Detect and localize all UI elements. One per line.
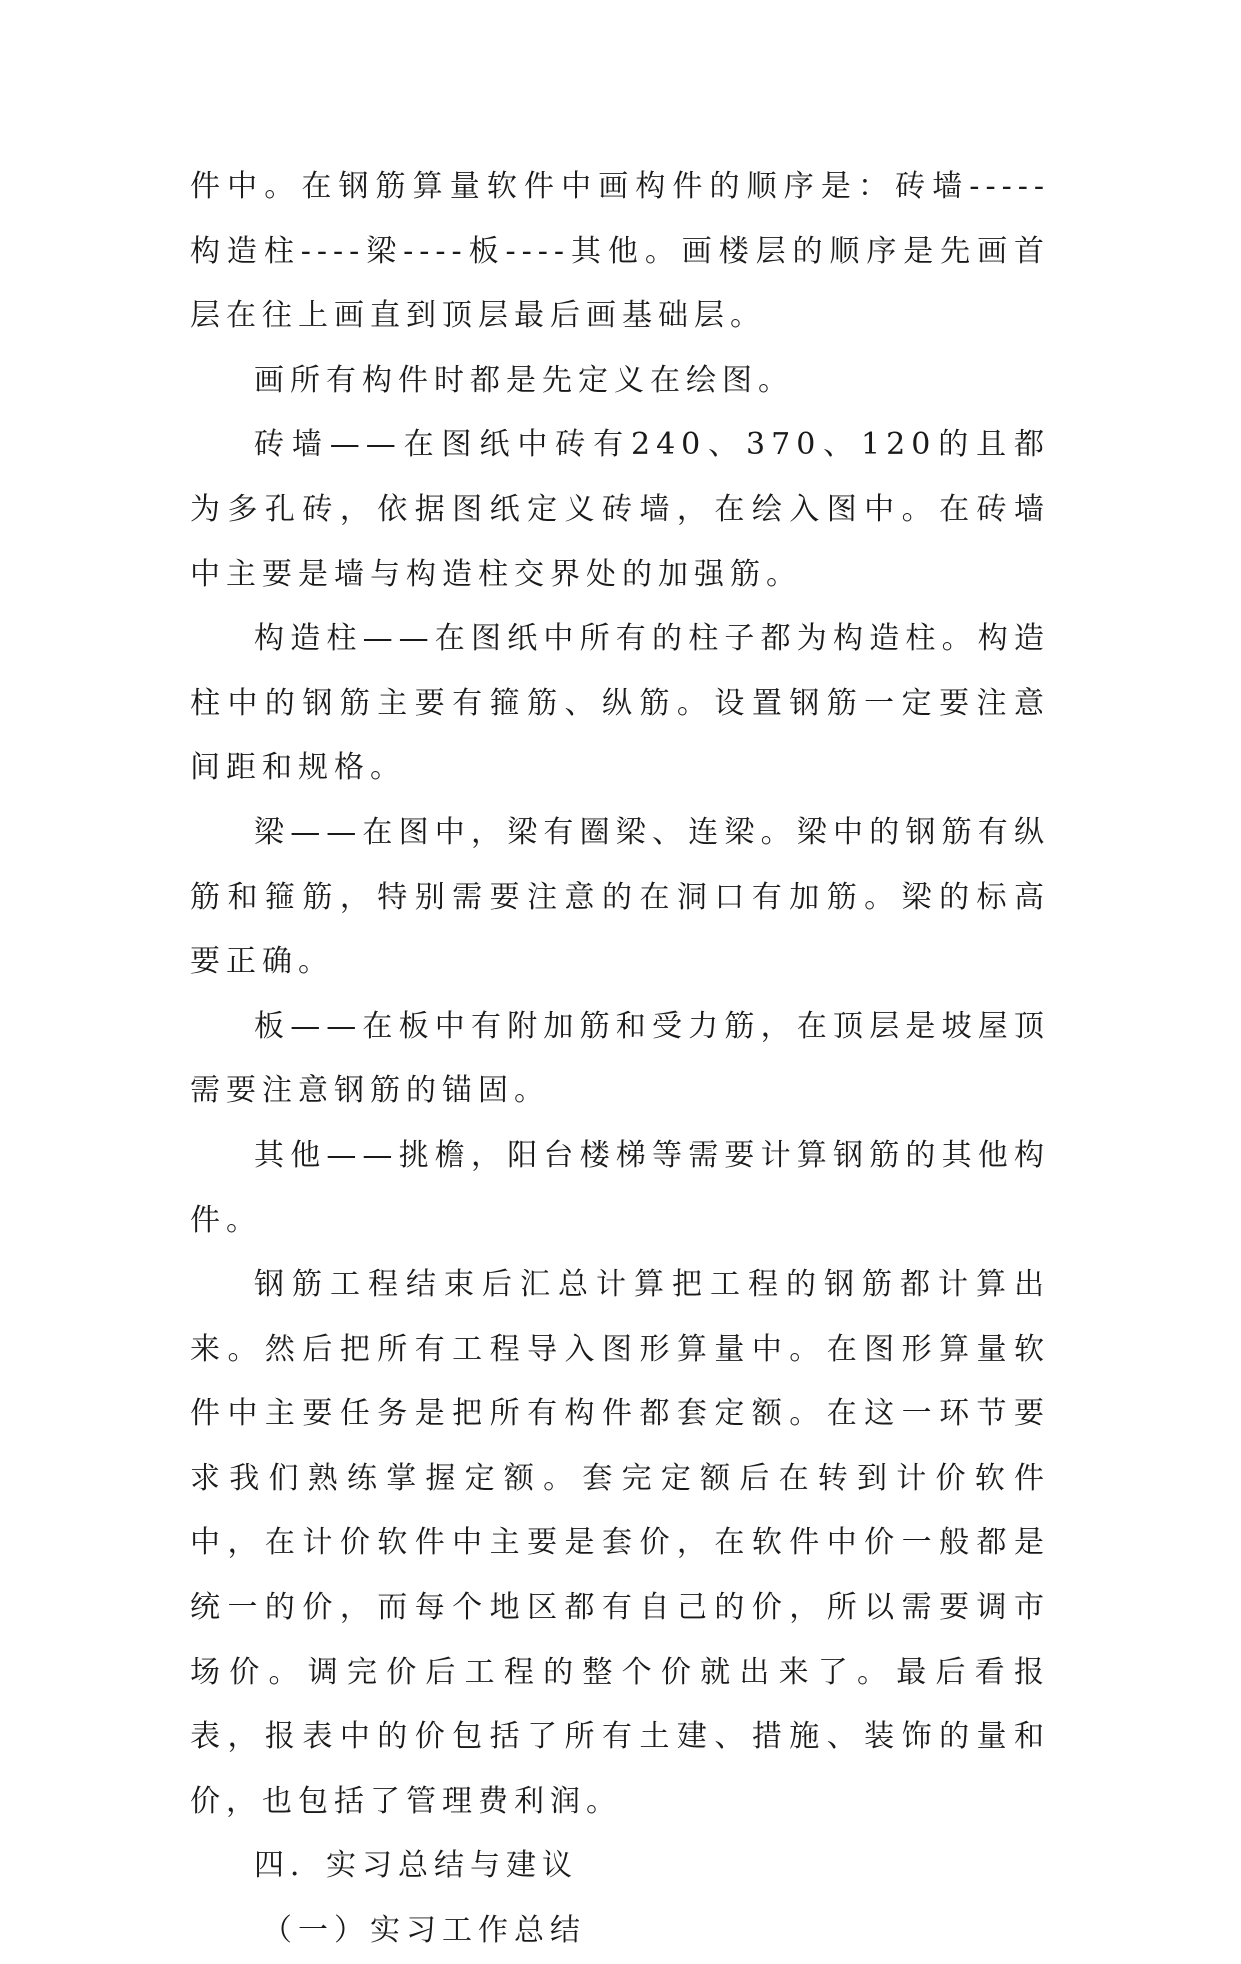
paragraph-summary: 钢筋工程结束后汇总计算把工程的钢筋都计算出来。然后把所有工程导入图形算量中。在图形算量软件中主要任务是把所有构件都套定额。在这一环节要求我们熟练掌握定额。套完定额后在转到计价软件中，在计价软件中主要是套价，在软件中价一般都是统一的价，而每个地区都有自己的价，所以需要调市场价。调完价后工程的整个价就出来了。最后看报表，报表中的价包括了所有土建、措施、装饰的量和价，也包括了管理费利润。 bbox=[190, 1267, 1050, 1819]
paragraph-structural-column: 构造柱——在图纸中所有的柱子都为构造柱。构造柱中的钢筋主要有箍筋、纵筋。设置钢筋一定要注意间距和规格。 bbox=[190, 621, 1050, 786]
paragraph-definition: 画所有构件时都是先定义在绘图。 bbox=[254, 362, 794, 398]
paragraph-slab: 板——在板中有附加筋和受力筋，在顶层是坡屋顶需要注意钢筋的锚固。 bbox=[190, 1008, 1050, 1109]
paragraph-other: 其他——挑檐，阳台楼梯等需要计算钢筋的其他构件。 bbox=[190, 1137, 1050, 1238]
subsection-heading: （一）实习工作总结 bbox=[262, 1913, 586, 1949]
paragraph-brick-wall: 砖墙——在图纸中砖有240、370、120的且都为多孔砖，依据图纸定义砖墙，在绘入图中。在砖墙中主要是墙与构造柱交界处的加强筋。 bbox=[190, 427, 1050, 592]
section-heading: 四．实习总结与建议 bbox=[254, 1848, 578, 1884]
paragraph-beam: 梁——在图中，梁有圈梁、连梁。梁中的钢筋有纵筋和箍筋，特别需要注意的在洞口有加筋。梁的标高要正确。 bbox=[190, 814, 1050, 980]
paragraph-continuation: 件中。在钢筋算量软件中画构件的顺序是：砖墙-----构造柱----梁----板----其他。画楼层的顺序是先画首层在往上画直到顶层最后画基础层。 bbox=[190, 169, 1050, 334]
body-text bbox=[190, 155, 1050, 1964]
